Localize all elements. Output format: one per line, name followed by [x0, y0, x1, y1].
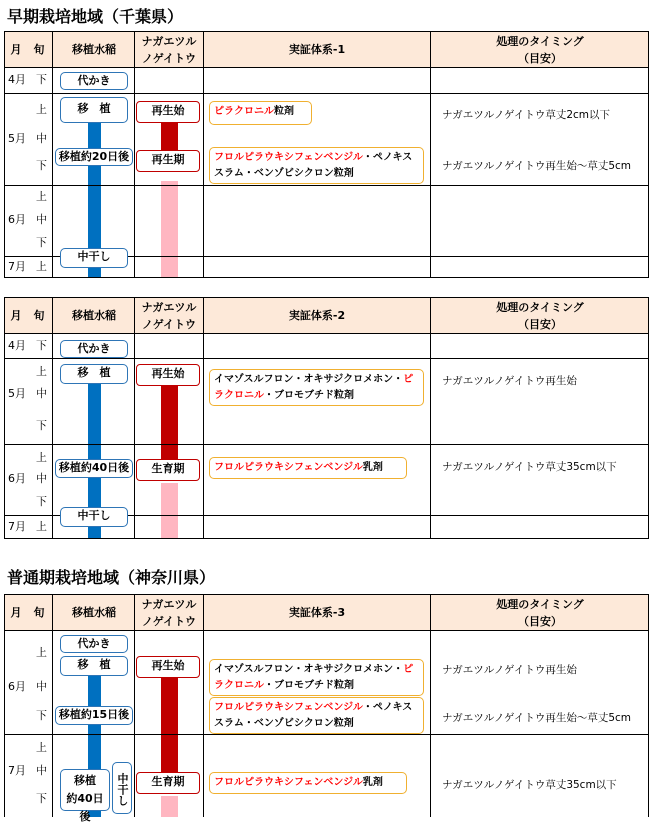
- jun-label: 上: [36, 646, 47, 659]
- jun-label: 上: [36, 520, 47, 533]
- jun-label: 下: [36, 495, 47, 508]
- header-weed-line2: ノゲイトウ: [142, 318, 196, 331]
- treatment-text: ・ブロモブチド粒剤: [264, 680, 354, 691]
- header-timing-line1: 処理のタイミング: [496, 301, 584, 314]
- weed-stage-box: 再生期: [136, 150, 200, 172]
- header-system: 実証体系-3: [288, 606, 346, 619]
- treatment-text: 粒剤: [274, 106, 294, 117]
- treatment-box: [209, 457, 407, 479]
- rice-event-box: [60, 769, 110, 823]
- timing-text: ナガエツルノゲイトウ再生始～草丈5cm: [442, 712, 632, 724]
- header-month: 月: [10, 309, 22, 322]
- timing-text: ナガエツルノゲイトウ草丈35cm以下: [442, 779, 617, 791]
- month-label: 4月: [8, 73, 26, 86]
- header-timing-line2: （目安）: [518, 52, 562, 65]
- header-weed-line1: ナガエツル: [141, 598, 197, 611]
- growth-bar: [161, 796, 178, 817]
- jun-label: 下: [36, 792, 47, 805]
- header-jun: 旬: [33, 606, 45, 619]
- header-rice: 移植水稲: [72, 309, 116, 322]
- rice-event-box: 中干し: [60, 248, 128, 268]
- treatment-box: [209, 101, 312, 125]
- rice-event-box: 移植約20日後: [55, 148, 133, 166]
- jun-label: 中: [36, 472, 47, 485]
- section-title-normal: 普通期栽培地域（神奈川県）: [7, 568, 216, 587]
- treatment-box: [209, 147, 424, 184]
- schedule-table-2: [4, 297, 649, 539]
- jun-label: 上: [36, 260, 47, 273]
- rice-event-box: 移植約40日後: [55, 459, 133, 478]
- jun-label: 下: [36, 709, 47, 722]
- treatment-text: 乳剤: [362, 777, 383, 788]
- header-system: 実証体系-2: [288, 309, 346, 322]
- treatment-text-red: フロルピラウキシフェンベンジル: [214, 702, 363, 713]
- header-timing-line1: 処理のタイミング: [496, 598, 584, 611]
- header-month: 月: [10, 606, 22, 619]
- month-label: 5月: [8, 387, 26, 400]
- rice-event-box: 移 植: [60, 656, 128, 676]
- treatment-text-red: フロルピラウキシフェンベンジル: [214, 777, 363, 788]
- treatment-text-red: ピラクロニル: [214, 664, 414, 691]
- jun-label: 下: [36, 236, 47, 249]
- month-label: 7月: [8, 260, 26, 273]
- timing-text: ナガエツルノゲイトウ再生始: [442, 664, 577, 676]
- weed-stage-box: 再生始: [136, 364, 200, 386]
- jun-label: 中: [36, 387, 47, 400]
- treatment-text-red: フロルピラウキシフェンベンジル: [214, 462, 363, 473]
- header-rice: 移植水稲: [72, 606, 116, 619]
- jun-label: 下: [36, 159, 47, 172]
- header-timing-line1: 処理のタイミング: [496, 35, 584, 48]
- header-weed-line1: ナガエツル: [141, 301, 197, 314]
- schedule-table-1: [4, 31, 649, 278]
- jun-label: 下: [36, 339, 47, 352]
- rice-event-line: 約40日後: [66, 792, 104, 823]
- section-title-early: 早期栽培地域（千葉県）: [7, 7, 184, 26]
- timing-text: ナガエツルノゲイトウ草丈2cm以下: [442, 109, 611, 121]
- jun-label: 中: [36, 764, 47, 777]
- rice-event-box: 代かき: [60, 340, 128, 358]
- weed-stage-box: 生育期: [136, 772, 200, 794]
- header-rice: 移植水稲: [72, 43, 116, 56]
- month-label: 6月: [8, 213, 26, 226]
- treatment-text: ・ブロモブチド粒剤: [264, 390, 354, 401]
- jun-label: 下: [36, 419, 47, 432]
- rice-event-box: 中干し: [60, 507, 128, 527]
- jun-label: 上: [36, 741, 47, 754]
- treatment-text: イマゾスルフロン・オキサジクロメホン・: [214, 374, 404, 385]
- jun-label: 中: [36, 213, 47, 226]
- weed-stage-box: 再生始: [136, 101, 200, 123]
- rice-event-box-vertical: 中干し: [112, 762, 132, 814]
- jun-label: 上: [36, 103, 47, 116]
- rice-event-box: 代かき: [60, 635, 128, 653]
- treatment-text-red: ピラクロニル: [214, 106, 274, 117]
- treatment-box: [209, 659, 424, 696]
- rice-event-box: 代かき: [60, 72, 128, 90]
- jun-label: 上: [36, 451, 47, 464]
- header-jun: 旬: [33, 309, 45, 322]
- treatment-text: 乳剤: [362, 462, 383, 473]
- header-jun: 旬: [33, 43, 45, 56]
- month-label: 4月: [8, 339, 26, 352]
- rice-event-box: 移植約15日後: [55, 706, 133, 725]
- treatment-text-red: ピラクロニル: [214, 374, 414, 401]
- month-label: 7月: [8, 520, 26, 533]
- regrowth-bar: [161, 385, 178, 463]
- header-timing-line2: （目安）: [518, 318, 562, 331]
- header-system: 実証体系-1: [288, 43, 346, 56]
- jun-label: 下: [36, 73, 47, 86]
- jun-label: 中: [36, 680, 47, 693]
- header-month: 月: [10, 43, 22, 56]
- weed-stage-box: 再生始: [136, 656, 200, 678]
- weed-stage-box: 生育期: [136, 459, 200, 481]
- jun-label: 中: [36, 132, 47, 145]
- treatment-text: イマゾスルフロン・オキサジクロメホン・: [214, 664, 404, 675]
- treatment-text: ・ペノキススラム・ベンゾビシクロン粒剤: [214, 702, 413, 729]
- treatment-text-red: フロルピラウキシフェンベンジル: [214, 152, 363, 163]
- regrowth-bar: [161, 121, 178, 151]
- header-weed-line1: ナガエツル: [141, 35, 197, 48]
- timing-text: ナガエツルノゲイトウ再生始～草丈5cm: [442, 160, 632, 172]
- month-label: 6月: [8, 680, 26, 693]
- rice-event-box: 移 植: [60, 364, 128, 384]
- regrowth-bar: [161, 676, 178, 772]
- rice-event-box: 移 植: [60, 97, 128, 123]
- treatment-box: [209, 772, 407, 794]
- month-label: 6月: [8, 472, 26, 485]
- timing-text: ナガエツルノゲイトウ再生始: [442, 375, 577, 387]
- growth-bar: [161, 181, 178, 278]
- rice-event-line: 移植: [74, 774, 96, 787]
- treatment-text: ・ペノキススラム・ベンゾビシクロン粒剤: [214, 152, 413, 179]
- treatment-box: [209, 697, 424, 734]
- jun-label: 上: [36, 190, 47, 203]
- month-label: 5月: [8, 132, 26, 145]
- header-weed-line2: ノゲイトウ: [142, 52, 196, 65]
- treatment-box: [209, 369, 424, 406]
- header-weed-line2: ノゲイトウ: [142, 615, 196, 628]
- jun-label: 上: [36, 365, 47, 378]
- header-timing-line2: （目安）: [518, 615, 562, 628]
- growth-bar: [161, 483, 178, 539]
- schedule-table-3: [4, 594, 649, 823]
- timing-text: ナガエツルノゲイトウ草丈35cm以下: [442, 461, 617, 473]
- month-label: 7月: [8, 764, 26, 777]
